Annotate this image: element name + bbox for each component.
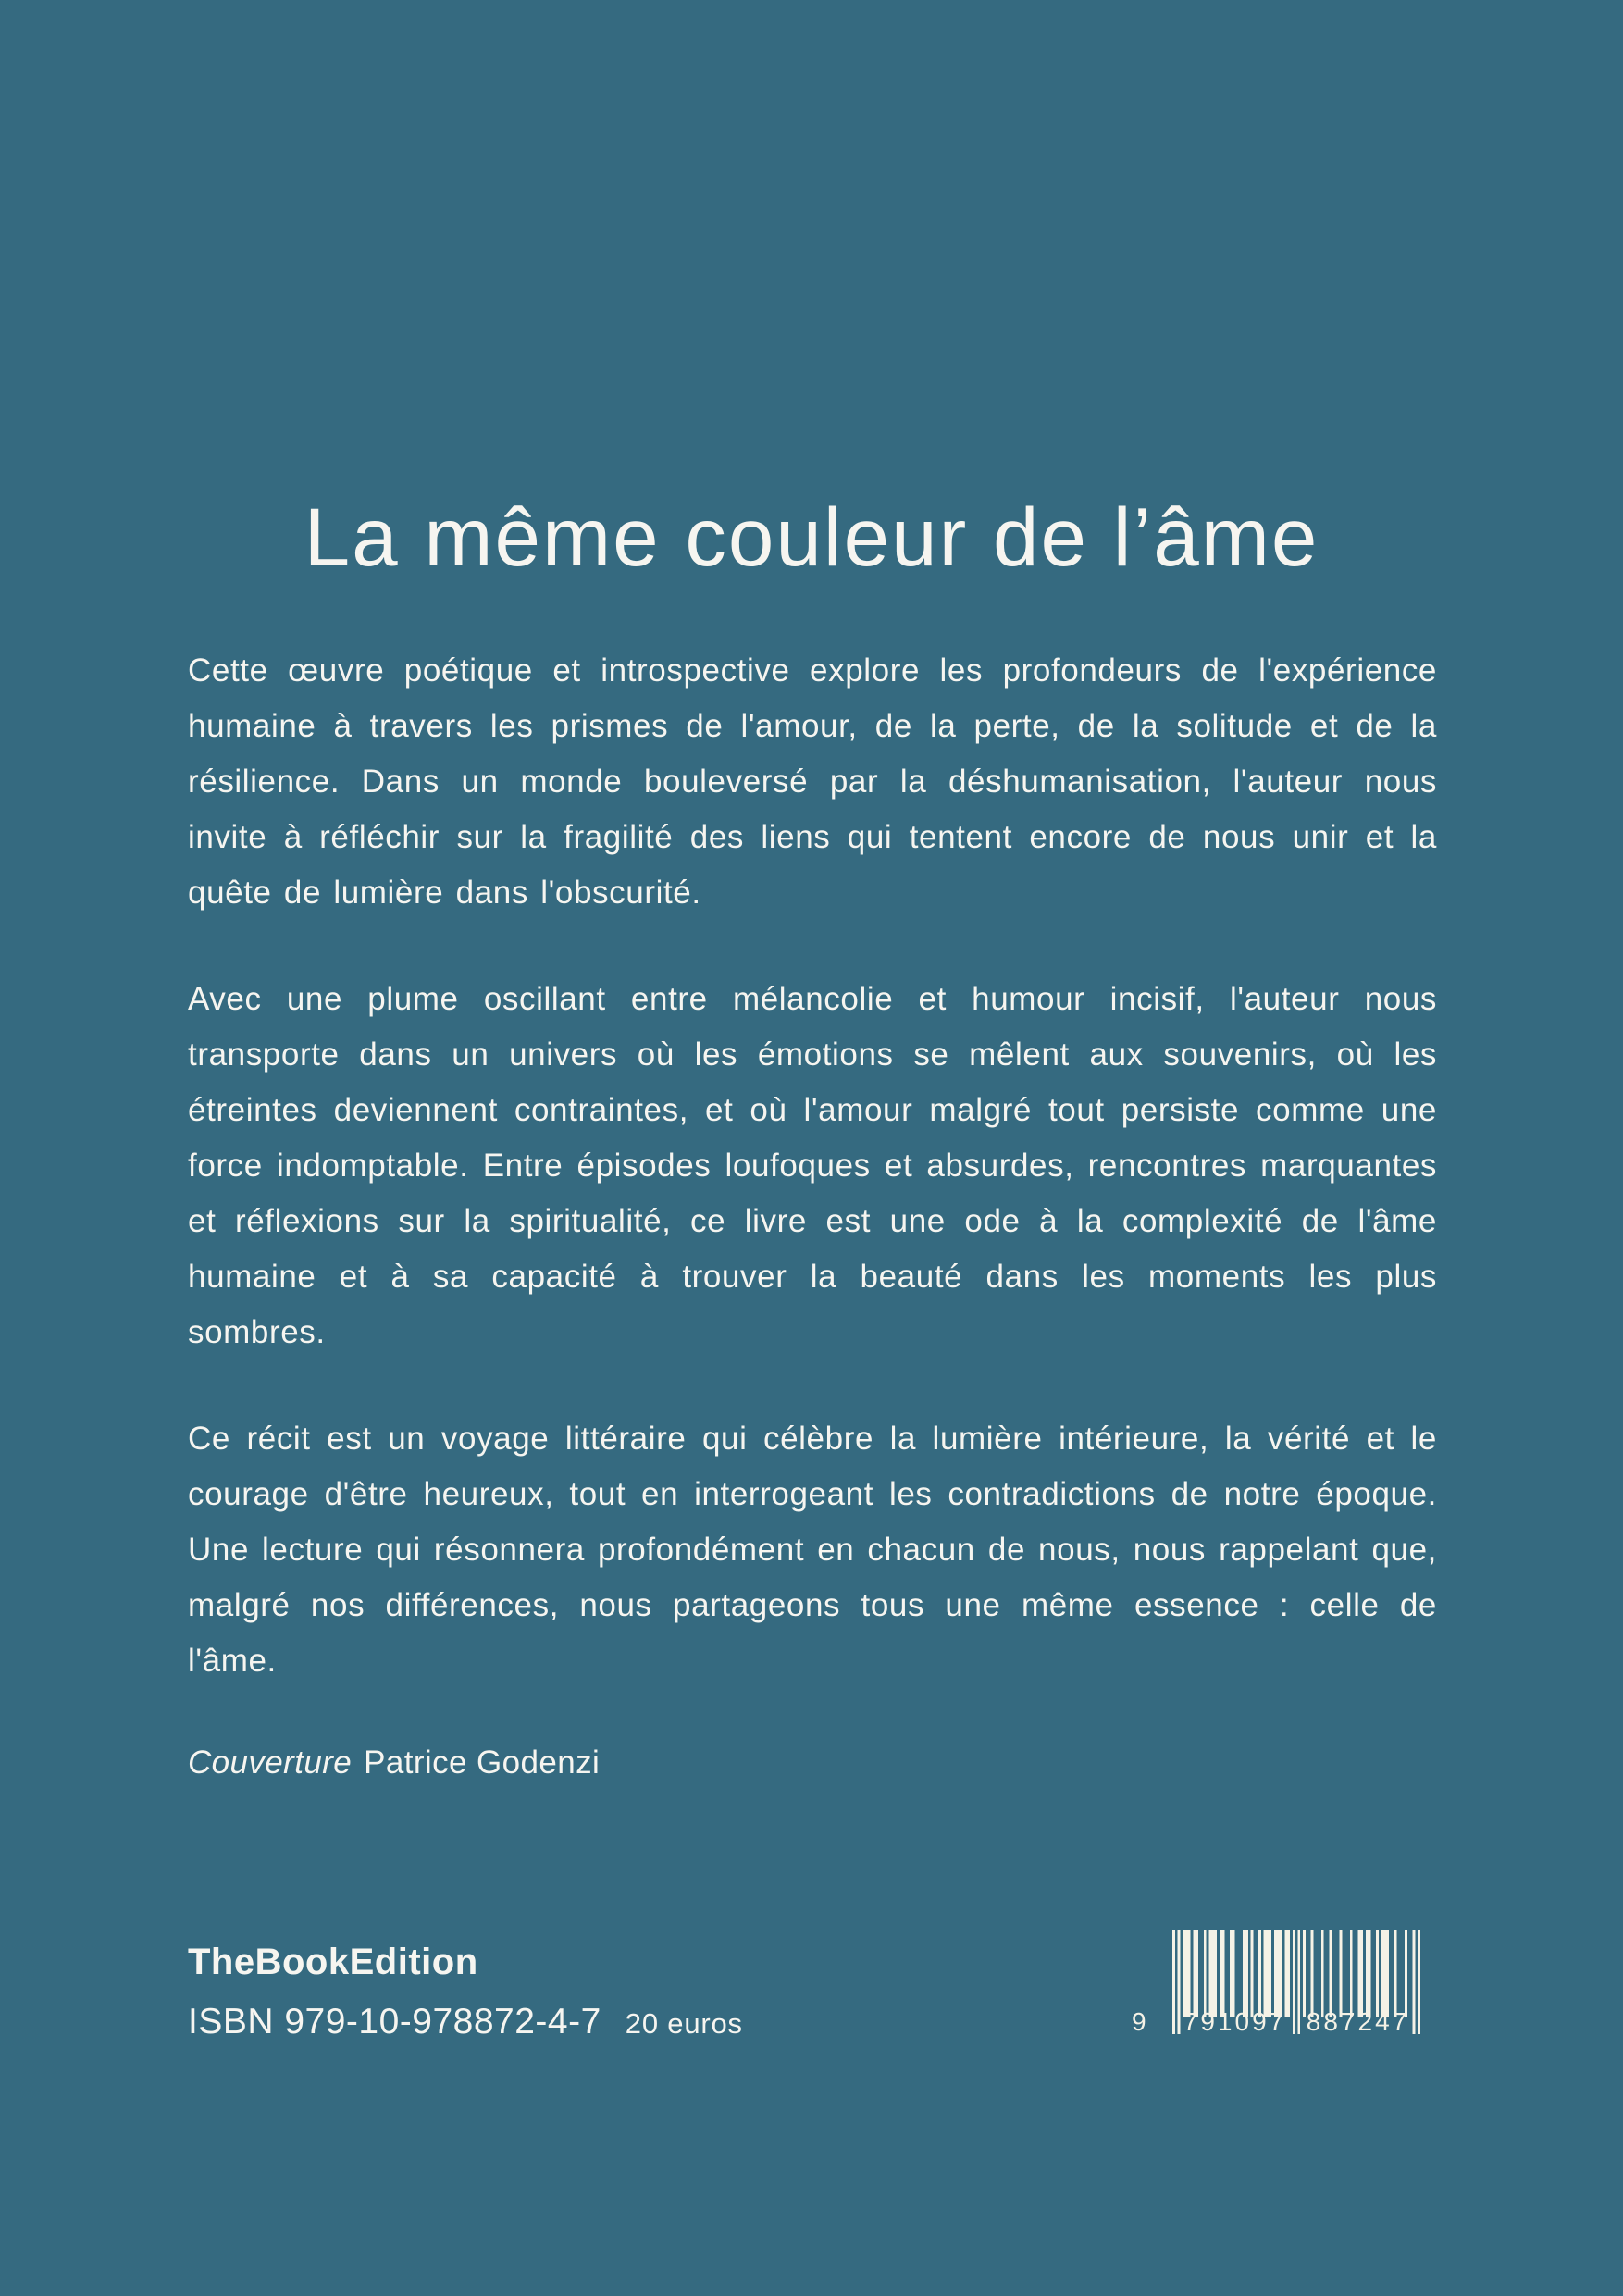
book-title: La même couleur de l’âme xyxy=(304,490,1319,583)
barcode-digits-right: 887247 xyxy=(1306,2007,1410,2036)
synopsis xyxy=(188,643,1437,1740)
barcode-digits-left: 791097 xyxy=(1183,2007,1287,2036)
isbn-row xyxy=(188,2002,743,2042)
ean13-barcode xyxy=(1132,1930,1420,2036)
synopsis-paragraph-1: Cette œuvre poétique et introspective explore les profondeurs de l'expérience humaine à travers les prismes de l'amour, de la perte, de la solitude et de la résilience. Dans un monde bouleversé par la déshumanisation, l'auteur nous invite à réfléchir sur la fragilité des liens qui tentent encore de nous unir et la quête de lumière dans l'obscurité. xyxy=(188,652,1437,911)
cover-credit-label: Couverture xyxy=(188,1744,353,1781)
isbn-number: ISBN 979-10-978872-4-7 xyxy=(188,2002,601,2042)
cover-credit-line xyxy=(188,1744,600,1781)
price: 20 euros xyxy=(625,2007,743,2040)
barcode-lead-digit: 9 xyxy=(1132,2007,1146,2036)
publisher-logo: TheBookEdition xyxy=(188,1942,478,1982)
cover-credit-name: Patrice Godenzi xyxy=(364,1744,601,1781)
synopsis-paragraph-2: Avec une plume oscillant entre mélancolie et humour incisif, l'auteur nous transporte dans un univers où les émotions se mêlent aux souvenirs, où les étreintes deviennent contraintes, et où l'amour malgré tout persiste comme une force indomptable. Entre épisodes loufoques et absurdes, rencontres marquantes et réflexions sur la spiritualité, ce livre est une ode à la complexité de l'âme humaine et à sa capacité à trouver la beauté dans les moments les plus sombres. xyxy=(188,981,1437,1350)
synopsis-paragraph-3: Ce récit est un voyage littéraire qui célèbre la lumière intérieure, la vérité et le courage d'être heureux, tout en interrogeant les contradictions de notre époque. Une lecture qui résonnera profondément en chacun de nous, nous rappelant que, malgré nos différences, nous partageons tous une même essence : celle de l'âme. xyxy=(188,1421,1437,1679)
